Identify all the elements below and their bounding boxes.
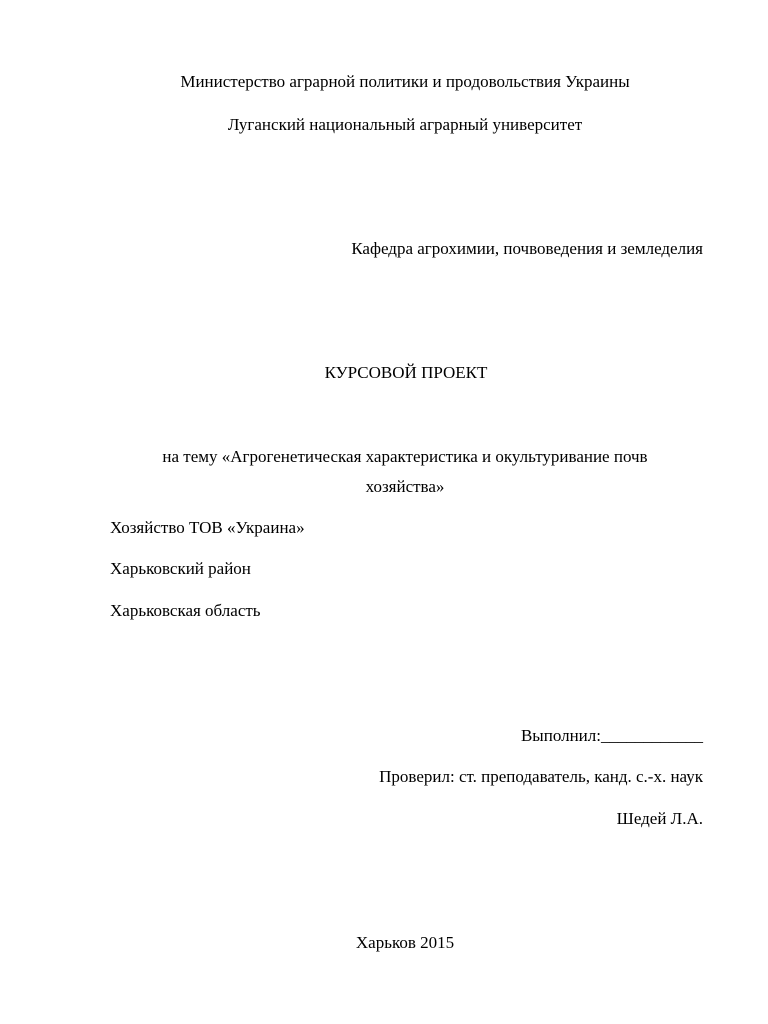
document-type-title: КУРСОВОЙ ПРОЕКТ <box>324 363 488 382</box>
topic-line-2: хозяйства» <box>365 477 445 496</box>
topic-line-1: на тему «Агрогенетическая характеристика и окультуривание почв <box>162 447 648 466</box>
university-line: Луганский национальный аграрный университет <box>227 115 583 134</box>
department-line: Кафедра агрохимии, почвоведения и земледелия <box>351 239 703 258</box>
checker-name-line: Шедей Л.А. <box>616 809 703 828</box>
ministry-line: Министерство аграрной политики и продовольствия Украины <box>180 72 630 91</box>
farm-line: Хозяйство ТОВ «Украина» <box>110 518 305 537</box>
district-line: Харьковский район <box>110 559 251 578</box>
city-year-line: Харьков 2015 <box>355 933 455 952</box>
performed-by-line: Выполнил:____________ <box>520 726 703 745</box>
checked-by-line: Проверил: ст. преподаватель, канд. с.-х. наук <box>379 767 703 786</box>
region-line: Харьковская область <box>110 601 261 620</box>
